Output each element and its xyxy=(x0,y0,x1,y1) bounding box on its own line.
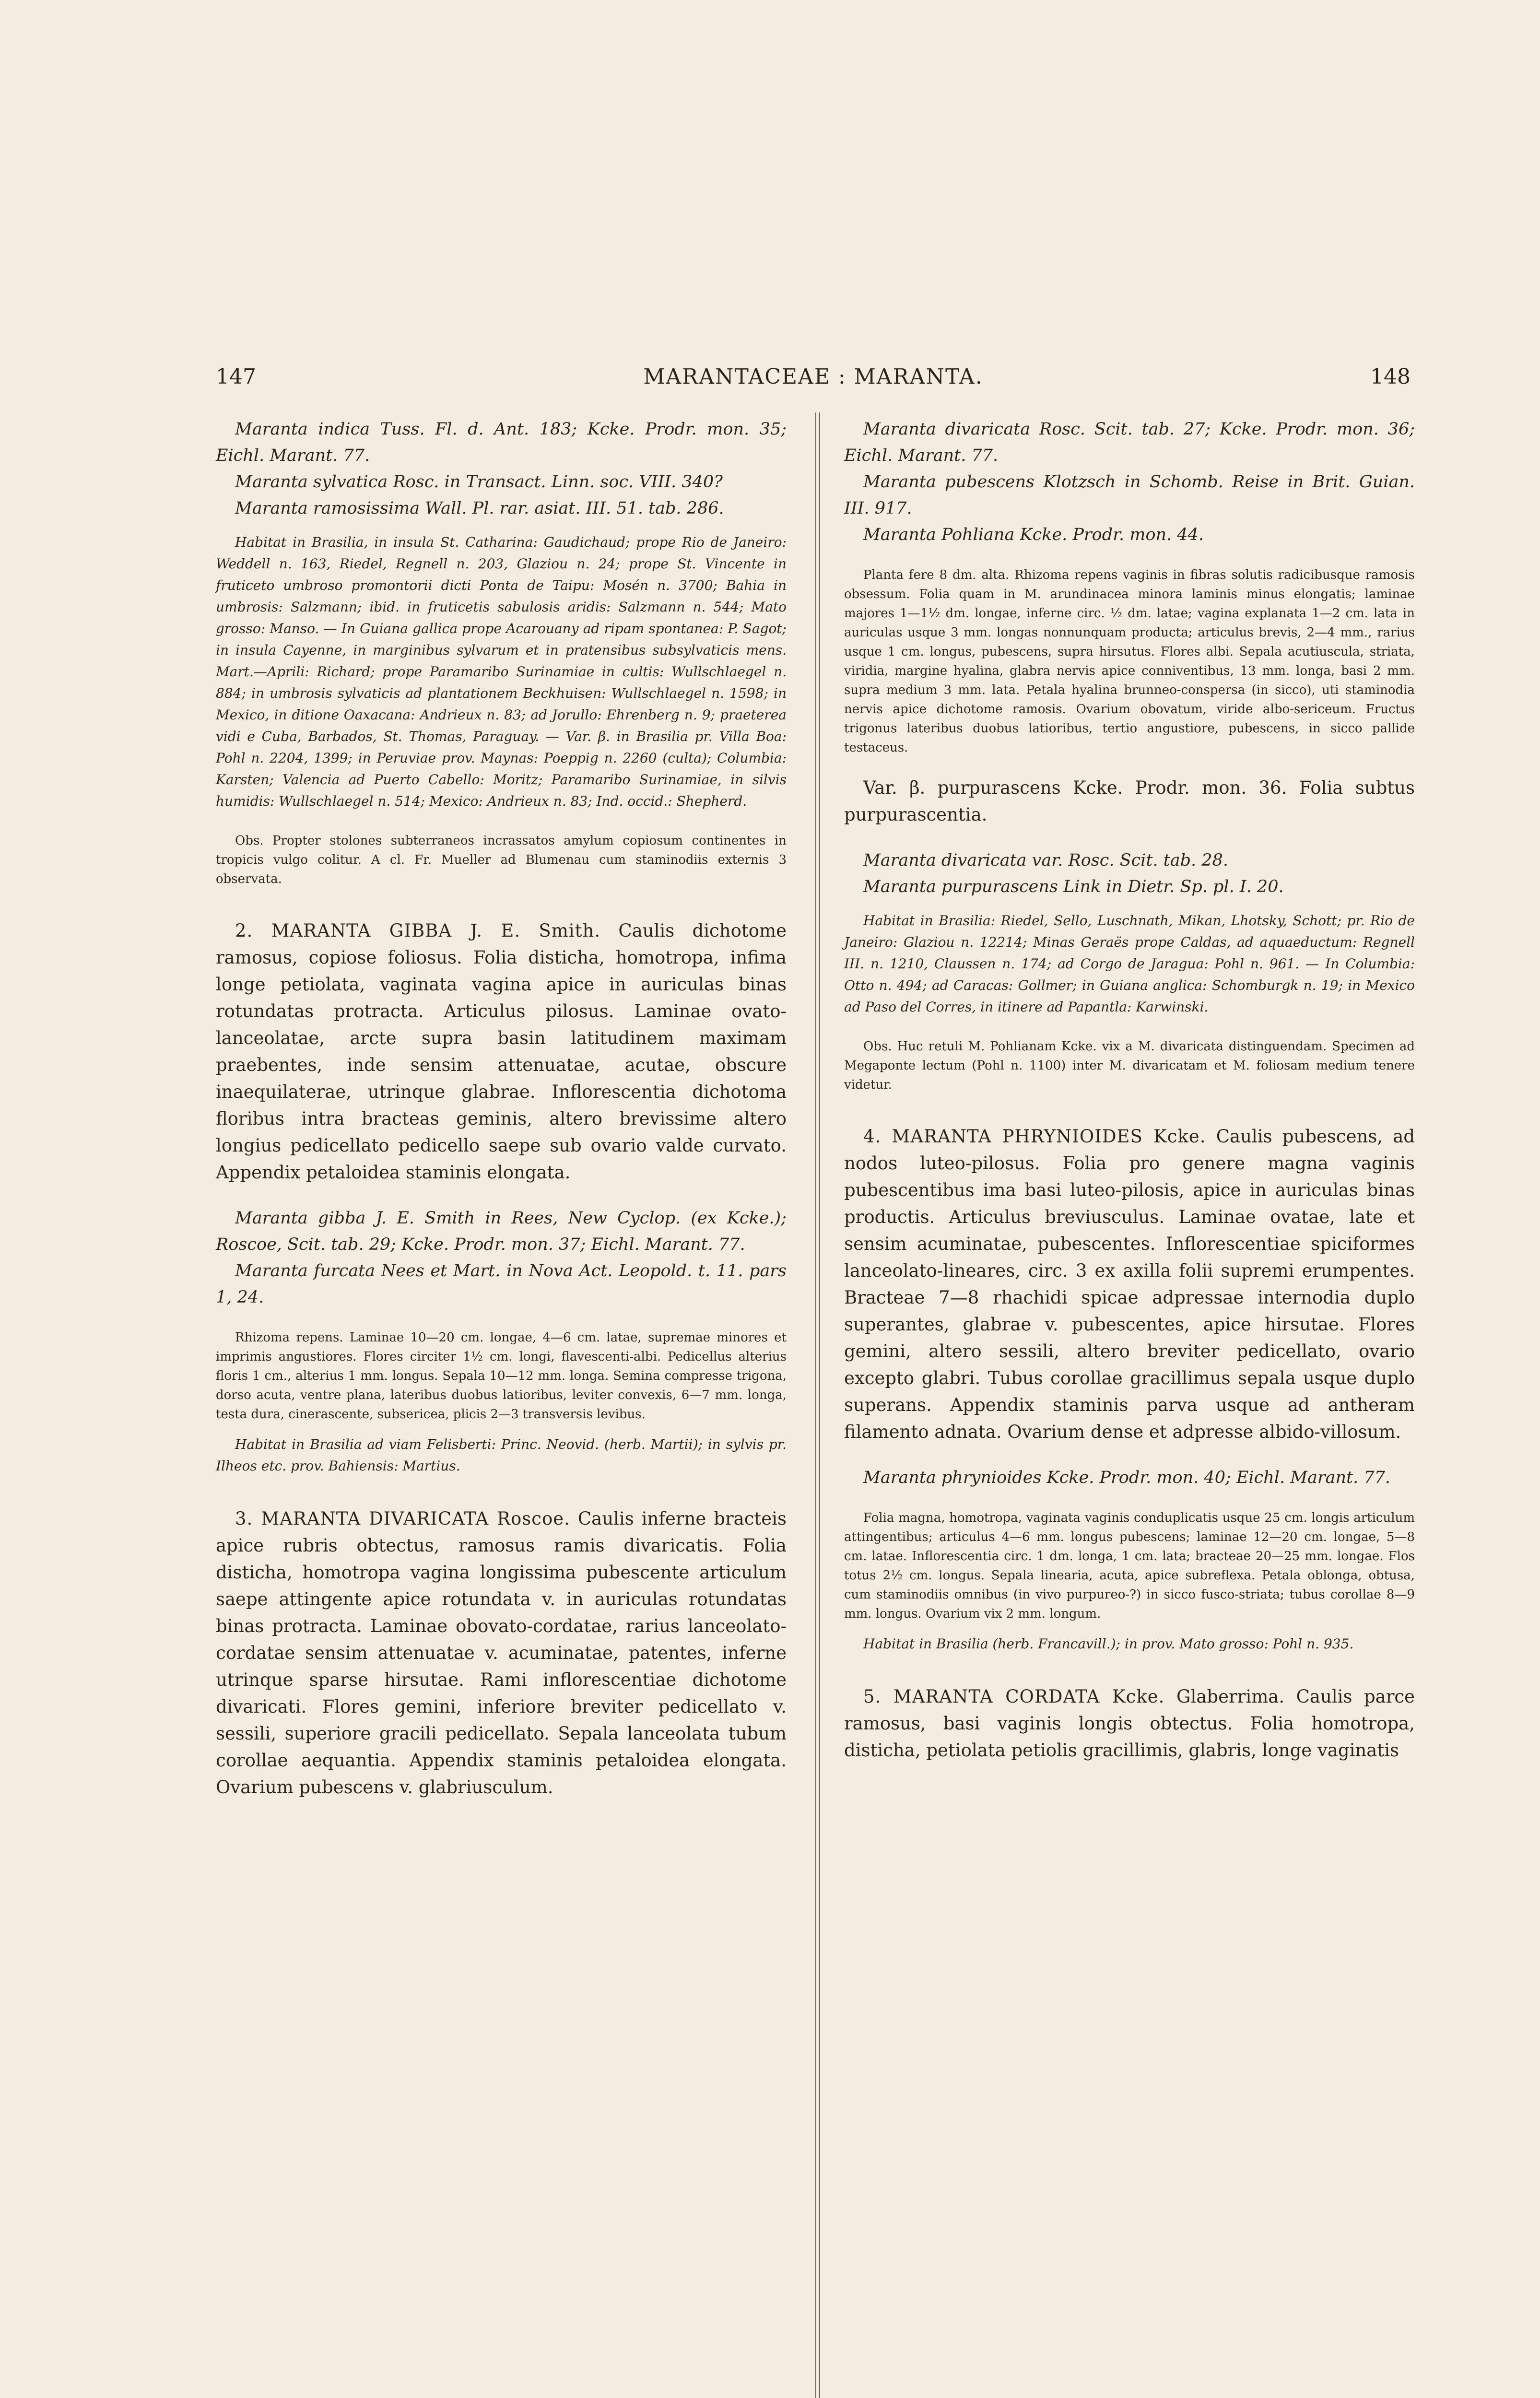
description-paragraph: Rhizoma repens. Laminae 10—20 cm. longae, 4—6 cm. latae, supremae minores et imprimis angustiores. Flores circiter 1½ cm. longi, flavescenti-albi. Pedicellus alterius floris 1 cm., alterius 1 mm. longus. Sepala 10—12 mm. longa. Semina compresse trigona, dorso acuta, ventre plana, lateribus duobus latioribus, leviter convexis, 6—7 mm. longa, testa dura, cinerascente, subsericea, plicis 2—3 transversis levibus. xyxy=(216,1330,787,1422)
species-entry xyxy=(844,1123,1415,1446)
left-column xyxy=(216,416,787,1801)
description-paragraph: Folia magna, homotropa, vaginata vaginis conduplicatis usque 25 cm. longis articulum attingentibus; articulus 4—6 mm. longus pubescens; laminae 12—20 cm. longae, 5—8 cm. latae. Inflorescentia circ. 1 dm. longa, 1 cm. lata; bracteae 20—25 mm. longae. Flos totus 2½ cm. longus. Sepala linearia, acuta, apice subreflexa. Petala oblonga, obtusa, cum staminodiis omnibus (in vivo purpureo-?) in sicco fusco-striata; tubus corollae 8—9 mm. longus. Ovarium vix 2 mm. longum. xyxy=(844,1511,1415,1621)
species-heading: 4. MARANTA PHRYNIOIDES Kcke. xyxy=(863,1126,1206,1147)
observation-paragraph: Obs. Propter stolones subterraneos incrassatos amylum copiosum continentes in tropicis vulgo colitur. A cl. Fr. Mueller ad Blumenau cum staminodiis externis 3 observata. xyxy=(216,834,787,886)
column-divider xyxy=(815,412,820,2398)
synonymy-block xyxy=(216,416,787,522)
species-entry xyxy=(216,917,787,1186)
page-header xyxy=(216,364,1411,403)
synonym: Maranta furcata Nees et Mart. in Nova Act. Leopold. t. 11. pars 1, 24. xyxy=(216,1261,787,1307)
variety-paragraph: Var. β. purpurascens Kcke. Prodr. mon. 36. Folia subtus purpurascentia. xyxy=(844,777,1415,825)
observation-paragraph: Obs. Huc retuli M. Pohlianam Kcke. vix a M. divaricata distinguendam. Specimen ad Megaponte lectum (Pohl n. 1100) inter M. divaricatam et M. foliosam medium tenere videtur. xyxy=(844,1039,1415,1092)
species-heading: 3. MARANTA DIVARICATA Roscoe. xyxy=(235,1508,570,1529)
species-entry xyxy=(844,1683,1415,1764)
synonymy-block xyxy=(216,1205,787,1311)
habitat-paragraph: Habitat in Brasilia, in insula St. Catharina: Gaudichaud; prope Rio de Janeiro: Weddell n. 163, Riedel, Regnell n. 203, Glaziou n. 24; prope St. Vincente in fruticeto umbroso promontorii dicti Ponta de Taipu: Mosén n. 3700; Bahia in umbrosis: Salzmann; ibid. in fruticetis sabulosis aridis: Salzmann n. 544; Mato grosso: Manso. — In Guiana gallica prope Acarouany ad ripam spontanea: P. Sagot; in insula Cayenne, in marginibus sylvarum et in pratensibus subsylvaticis mens. Mart.—Aprili: Richard; prope Paramaribo Surinamiae in cultis: Wullschlaegel n. 884; in umbrosis sylvaticis ad plantationem Beckhuisen: Wullschlaegel n. 1598; in Mexico, in ditione Oaxacana: Andrieux n. 83; ad Jorullo: Ehrenberg n. 9; praeterea vidi e Cuba, Barbados, St. Thomas, Paraguay. — Var. β. in Brasilia pr. Villa Boa: Pohl n. 2204, 1399; in Peruviae prov. Maynas: Poeppig n. 2260 (culta); Columbia: Karsten; Valencia ad Puerto Cabello: Moritz; Paramaribo Surinamiae, in silvis humidis: Wullschlaegel n. 514; Mexico: Andrieux n. 83; Ind. occid.: Shepherd. xyxy=(216,534,787,809)
synonym: Maranta ramosissima Wall. Pl. rar. asiat. III. 51. tab. 286. xyxy=(235,499,724,518)
synonym: Maranta gibba J. E. Smith in Rees, New Cyclop. (ex Kcke.); Roscoe, Scit. tab. 29; Kcke. Prodr. mon. 37; Eichl. Marant. 77. xyxy=(216,1209,787,1254)
synonym: Maranta phrynioides Kcke. Prodr. mon. 40; Eichl. Marant. 77. xyxy=(863,1468,1391,1487)
description-paragraph: Planta fere 8 dm. alta. Rhizoma repens vaginis in fibras solutis radicibusque ramosis obsessum. Folia quam in M. arundinacea minora laminis minus elongatis; laminae majores 1—1½ dm. longae, inferne circ. ½ dm. latae; vagina explanata 1—2 cm. lata in auriculas usque 3 mm. longas nonnunquam producta; articulus brevis, 2—4 mm., rarius usque 1 cm. longus, pubescens, supra hirsutus. Flores albi. Sepala acutiuscula, striata, viridia, margine hyalina, glabra nervis apice conniventibus, 13 mm. longa, basi 2 mm. supra medium 3 mm. lata. Petala hyalina brunneo-conspersa (in sicco), uti staminodia nervis apice dichotome ramosis. Ovarium obovatum, viride albo-sericeum. Fructus trigonus lateribus duobus latioribus, tertio angustiore, pubescens, in sicco pallide testaceus. xyxy=(844,568,1415,755)
synonym: Maranta indica Tuss. Fl. d. Ant. 183; Kcke. Prodr. mon. 35; Eichl. Marant. 77. xyxy=(216,420,787,465)
running-title: MARANTACEAE : MARANTA. xyxy=(643,364,983,389)
synonym: Maranta divaricata var. Rosc. Scit. tab. 28. xyxy=(863,851,1228,870)
species-description: Caulis inferne bracteis apice rubris obtectus, ramosus ramis divaricatis. Folia disticha, homotropa vagina longissima pubescente articulum saepe attingente apice rotundata v. in auriculas rotundatas binas protracta. Laminae obovato-cordatae, rarius lanceolato-cordatae sensim attenuatae v. acuminatae, patentes, inferne utrinque sparse hirsutae. Rami inflorescentiae dichotome divaricati. Flores gemini, inferiore breviter pedicellato v. sessili, superiore gracili pedicellato. Sepala lanceolata tubum corollae aequantia. Appendix staminis petaloidea elongata. Ovarium pubescens v. glabriusculum. xyxy=(216,1508,787,1798)
synonymy-block xyxy=(844,416,1415,548)
species-heading: 5. MARANTA CORDATA Kcke. xyxy=(863,1686,1165,1707)
species-description: Glaberrima. Caulis parce ramosus, basi vaginis longis obtectus. Folia homotropa, disticha, petiolata petiolis gracillimis, glabris, longe vaginatis xyxy=(844,1686,1415,1761)
habitat-paragraph: Habitat in Brasilia ad viam Felisberti: Princ. Neovid. (herb. Martii); in sylvis pr. Ilheos etc. prov. Bahiensis: Martius. xyxy=(216,1436,787,1474)
synonymy-block xyxy=(844,1465,1415,1491)
habitat-paragraph: Habitat in Brasilia (herb. Francavill.); in prov. Mato grosso: Pohl n. 935. xyxy=(863,1636,1354,1652)
synonym: Maranta purpurascens Link in Dietr. Sp. pl. I. 20. xyxy=(863,877,1284,896)
page-number-left: 147 xyxy=(216,364,256,389)
synonym: Maranta divaricata Rosc. Scit. tab. 27; Kcke. Prodr. mon. 36; Eichl. Marant. 77. xyxy=(844,420,1415,465)
synonym: Maranta Pohliana Kcke. Prodr. mon. 44. xyxy=(863,525,1204,544)
synonym: Maranta pubescens Klotzsch in Schomb. Reise in Brit. Guian. III. 917. xyxy=(844,472,1415,518)
species-description: Caulis dichotome ramosus, copiose foliosus. Folia disticha, homotropa, infima longe petiolata, vaginata vagina apice in auriculas binas rotundatas protracta. Articulus pilosus. Laminae ovato-lanceolatae, arcte supra basin latitudinem maximam praebentes, inde sensim attenuatae, acutae, obscure inaequilaterae, utrinque glabrae. Inflorescentia dichotoma floribus intra bracteas geminis, altero brevissime altero longius pedicellato pedicello saepe sub ovario valde curvato. Appendix petaloidea staminis elongata. xyxy=(216,920,787,1183)
habitat-paragraph: Habitat in Brasilia: Riedel, Sello, Luschnath, Mikan, Lhotsky, Schott; pr. Rio de Janeiro: Glaziou n. 12214; Minas Geraës prope Caldas, ad aquaeductum: Regnell III. n. 1210, Claussen n. 174; ad Corgo de Jaragua: Pohl n. 961. — In Columbia: Otto n. 494; ad Caracas: Gollmer; in Guiana anglica: Schomburgk n. 19; in Mexico ad Paso del Corres, in itinere ad Papantla: Karwinski. xyxy=(844,913,1415,1015)
synonym: Maranta sylvatica Rosc. in Transact. Linn. soc. VIII. 340? xyxy=(235,472,723,492)
species-description: Caulis pubescens, ad nodos luteo-pilosus. Folia pro genere magna vaginis pubescentibus ima basi luteo-pilosis, apice in auriculas binas productis. Articulus breviusculus. Laminae ovatae, late et sensim acuminatae, pubescentes. Inflorescentiae spiciformes lanceolato-lineares, circ. 3 ex axilla folii supremi erumpentes. Bracteae 7—8 rhachidi spicae adpressae internodia duplo superantes, glabrae v. pubescentes, apice hirsutae. Flores gemini, altero sessili, altero breviter pedicellato, ovario excepto glabri. Tubus corollae gracillimus sepala usque duplo superans. Appendix staminis parva usque ad antheram filamento adnata. Ovarium dense et adpresse albido-villosum. xyxy=(844,1126,1415,1442)
species-entry xyxy=(216,1505,787,1801)
synonymy-block xyxy=(844,847,1415,900)
right-column xyxy=(844,416,1415,1764)
page-number-right: 148 xyxy=(1370,364,1411,389)
species-heading: 2. MARANTA GIBBA J. E. Smith. xyxy=(235,920,601,941)
